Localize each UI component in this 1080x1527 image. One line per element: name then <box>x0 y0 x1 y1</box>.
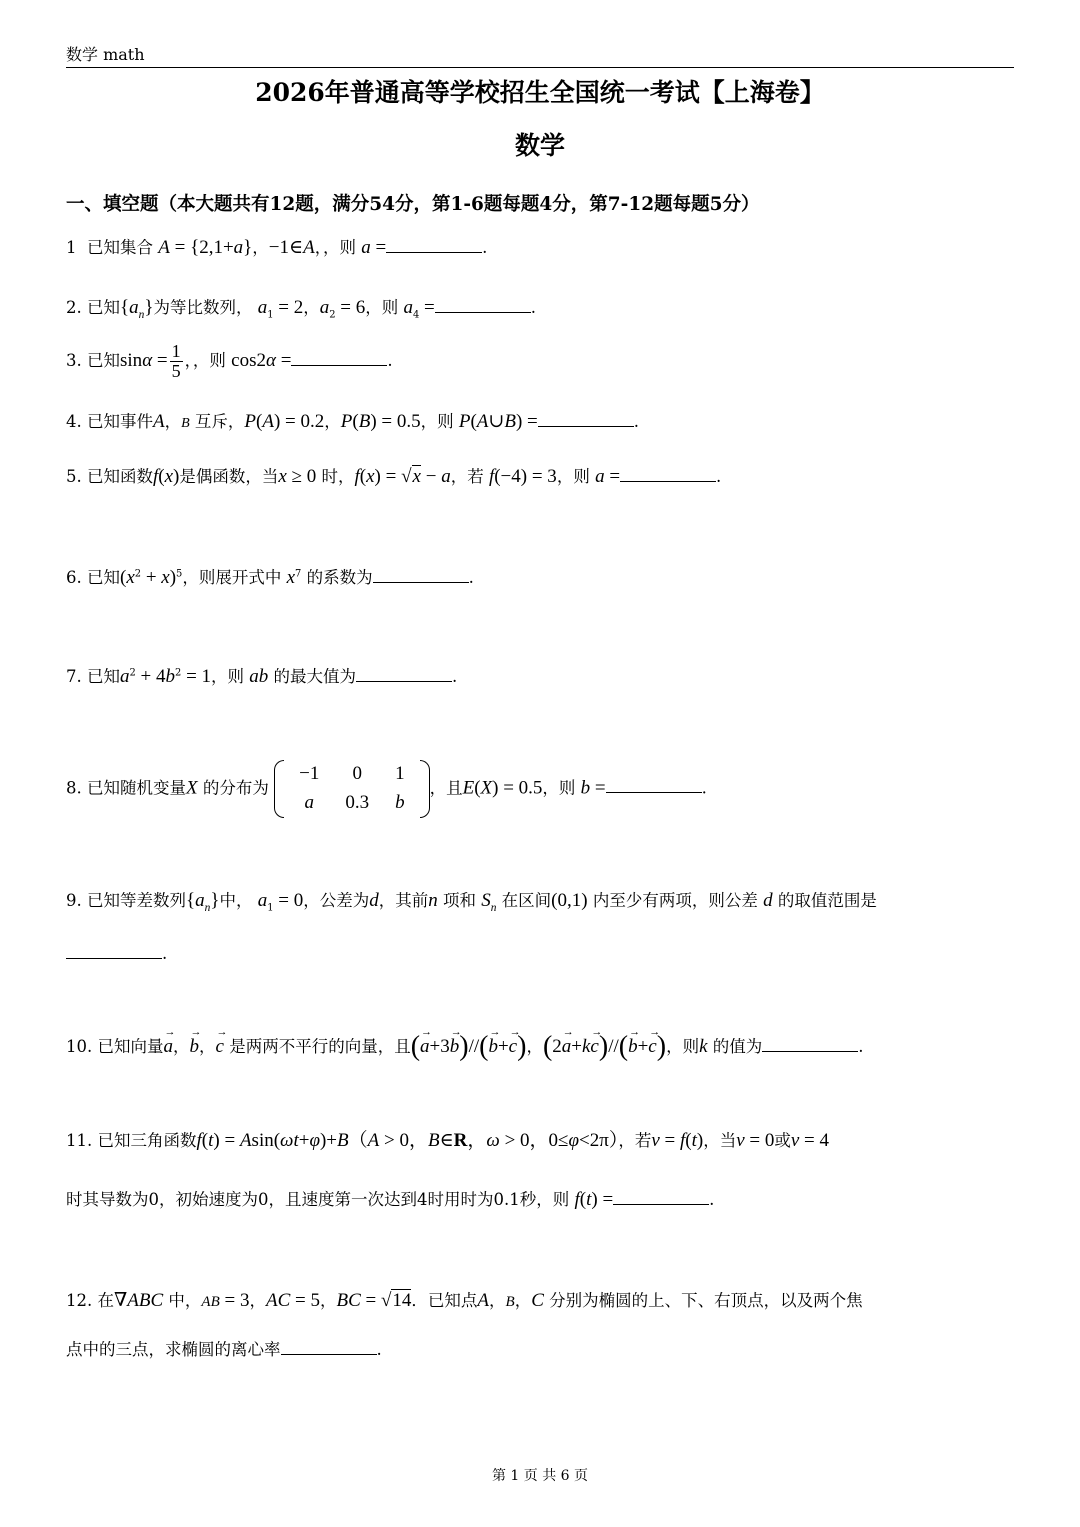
question-2: 2. 已知$\{a_n\}$为等比数列， $a_1 = 2$，$a_2 = 6$，则 $a_4$ = . <box>66 297 536 321</box>
question-11: 11. 已知三角函数f(t) = Asin(ωt+φ)+B（A > 0，B∈R，ω > 0，0≤φ<2π），若v = f(t)，当v = 0或v = 4 <box>66 1130 830 1151</box>
question-5: 5. 已知函数f(x)是偶函数，当x ≥ 0 时，f(x) = √x − a，若 f(−4) = 3，则 a = . <box>66 466 722 487</box>
page-footer: 第 1 页 共 6 页 <box>491 1468 589 1484</box>
question-3: 3. 已知sinα = $\frac{1}{5}$ ，，则 cos2α = . <box>66 341 393 381</box>
subject-title: 数学 <box>514 131 565 160</box>
question-8: 8. 已知随机变量X 的分布为 −1 0 1 a 0.3 b ，且E(X) = 0.5，则 b = . <box>66 760 707 818</box>
answer-blank-1[interactable] <box>386 236 482 253</box>
question-10: 10. 已知向量→ a，→ b，→ c 是两两不平行的向量，且(→ a+3→ b)//(→ b+→ c)，(2→ a+k→ c)//(→ b+→ c)，则k 的值为 . <box>66 1030 864 1064</box>
answer-blank-6[interactable] <box>373 566 469 583</box>
question-7: 7. 已知$a^2 + 4b^2 = 1$，则 ab 的最大值为 . <box>66 666 458 687</box>
question-4: 4. 已知事件A，B 互斥，P(A) = 0.2，P(B) = 0.5，则 P(A∪B) = . <box>66 411 639 432</box>
question-9-blank-line: . <box>66 942 167 964</box>
question-12-end: . <box>376 1340 382 1359</box>
header-label: 数学 math <box>66 45 145 64</box>
header-divider <box>66 67 1014 68</box>
question-6: 6. 已知$(x^2 + x)^5$，则展开式中 $x^7$ 的系数为 . <box>66 567 474 588</box>
question-12-line-2 <box>66 1338 1014 1360</box>
answer-blank-12[interactable] <box>281 1338 377 1355</box>
answer-blank-10[interactable] <box>762 1035 858 1052</box>
section-heading: 一、填空题（本大题共有12题，满分54分，第1-6题每题4分，第7-12题每题5分） <box>66 194 760 215</box>
answer-blank-2[interactable] <box>435 296 531 313</box>
answer-blank-3[interactable] <box>291 349 387 366</box>
answer-blank-11[interactable] <box>613 1188 709 1205</box>
answer-blank-9[interactable] <box>66 942 162 959</box>
question-1: 1 已知集合 A = {2,1+a}，−1∈A，，则 a = . <box>66 237 488 258</box>
question-12-tail-text: 点中的三点，求椭圆的离心率 <box>66 1340 281 1359</box>
distribution-matrix: −1 0 1 a 0.3 b <box>274 760 429 818</box>
answer-blank-4[interactable] <box>538 410 634 427</box>
question-9: 9. 已知等差数列$\{a_n\}$中， $a_1 = 0$，公差为d，其前n 项和 $S_n$ 在区间(0,1) 内至少有两项，则公差 d 的取值范围是 <box>66 890 877 914</box>
question-12: 12. 在∇ABC 中，AB = 3，AC = 5，BC = √14．已知点A，B，C 分别为椭圆的上、下、右顶点，以及两个焦 <box>66 1290 863 1311</box>
answer-blank-5[interactable] <box>620 465 716 482</box>
answer-blank-7[interactable] <box>356 665 452 682</box>
question-11-line-2: 时其导数为0，初始速度为0，且速度第一次达到4时用时为0.1秒，则 f(t) = . <box>66 1189 715 1210</box>
answer-blank-8[interactable] <box>606 776 702 793</box>
exam-title: 2026年普通高等学校招生全国统一考试【上海卷】 <box>255 78 825 107</box>
